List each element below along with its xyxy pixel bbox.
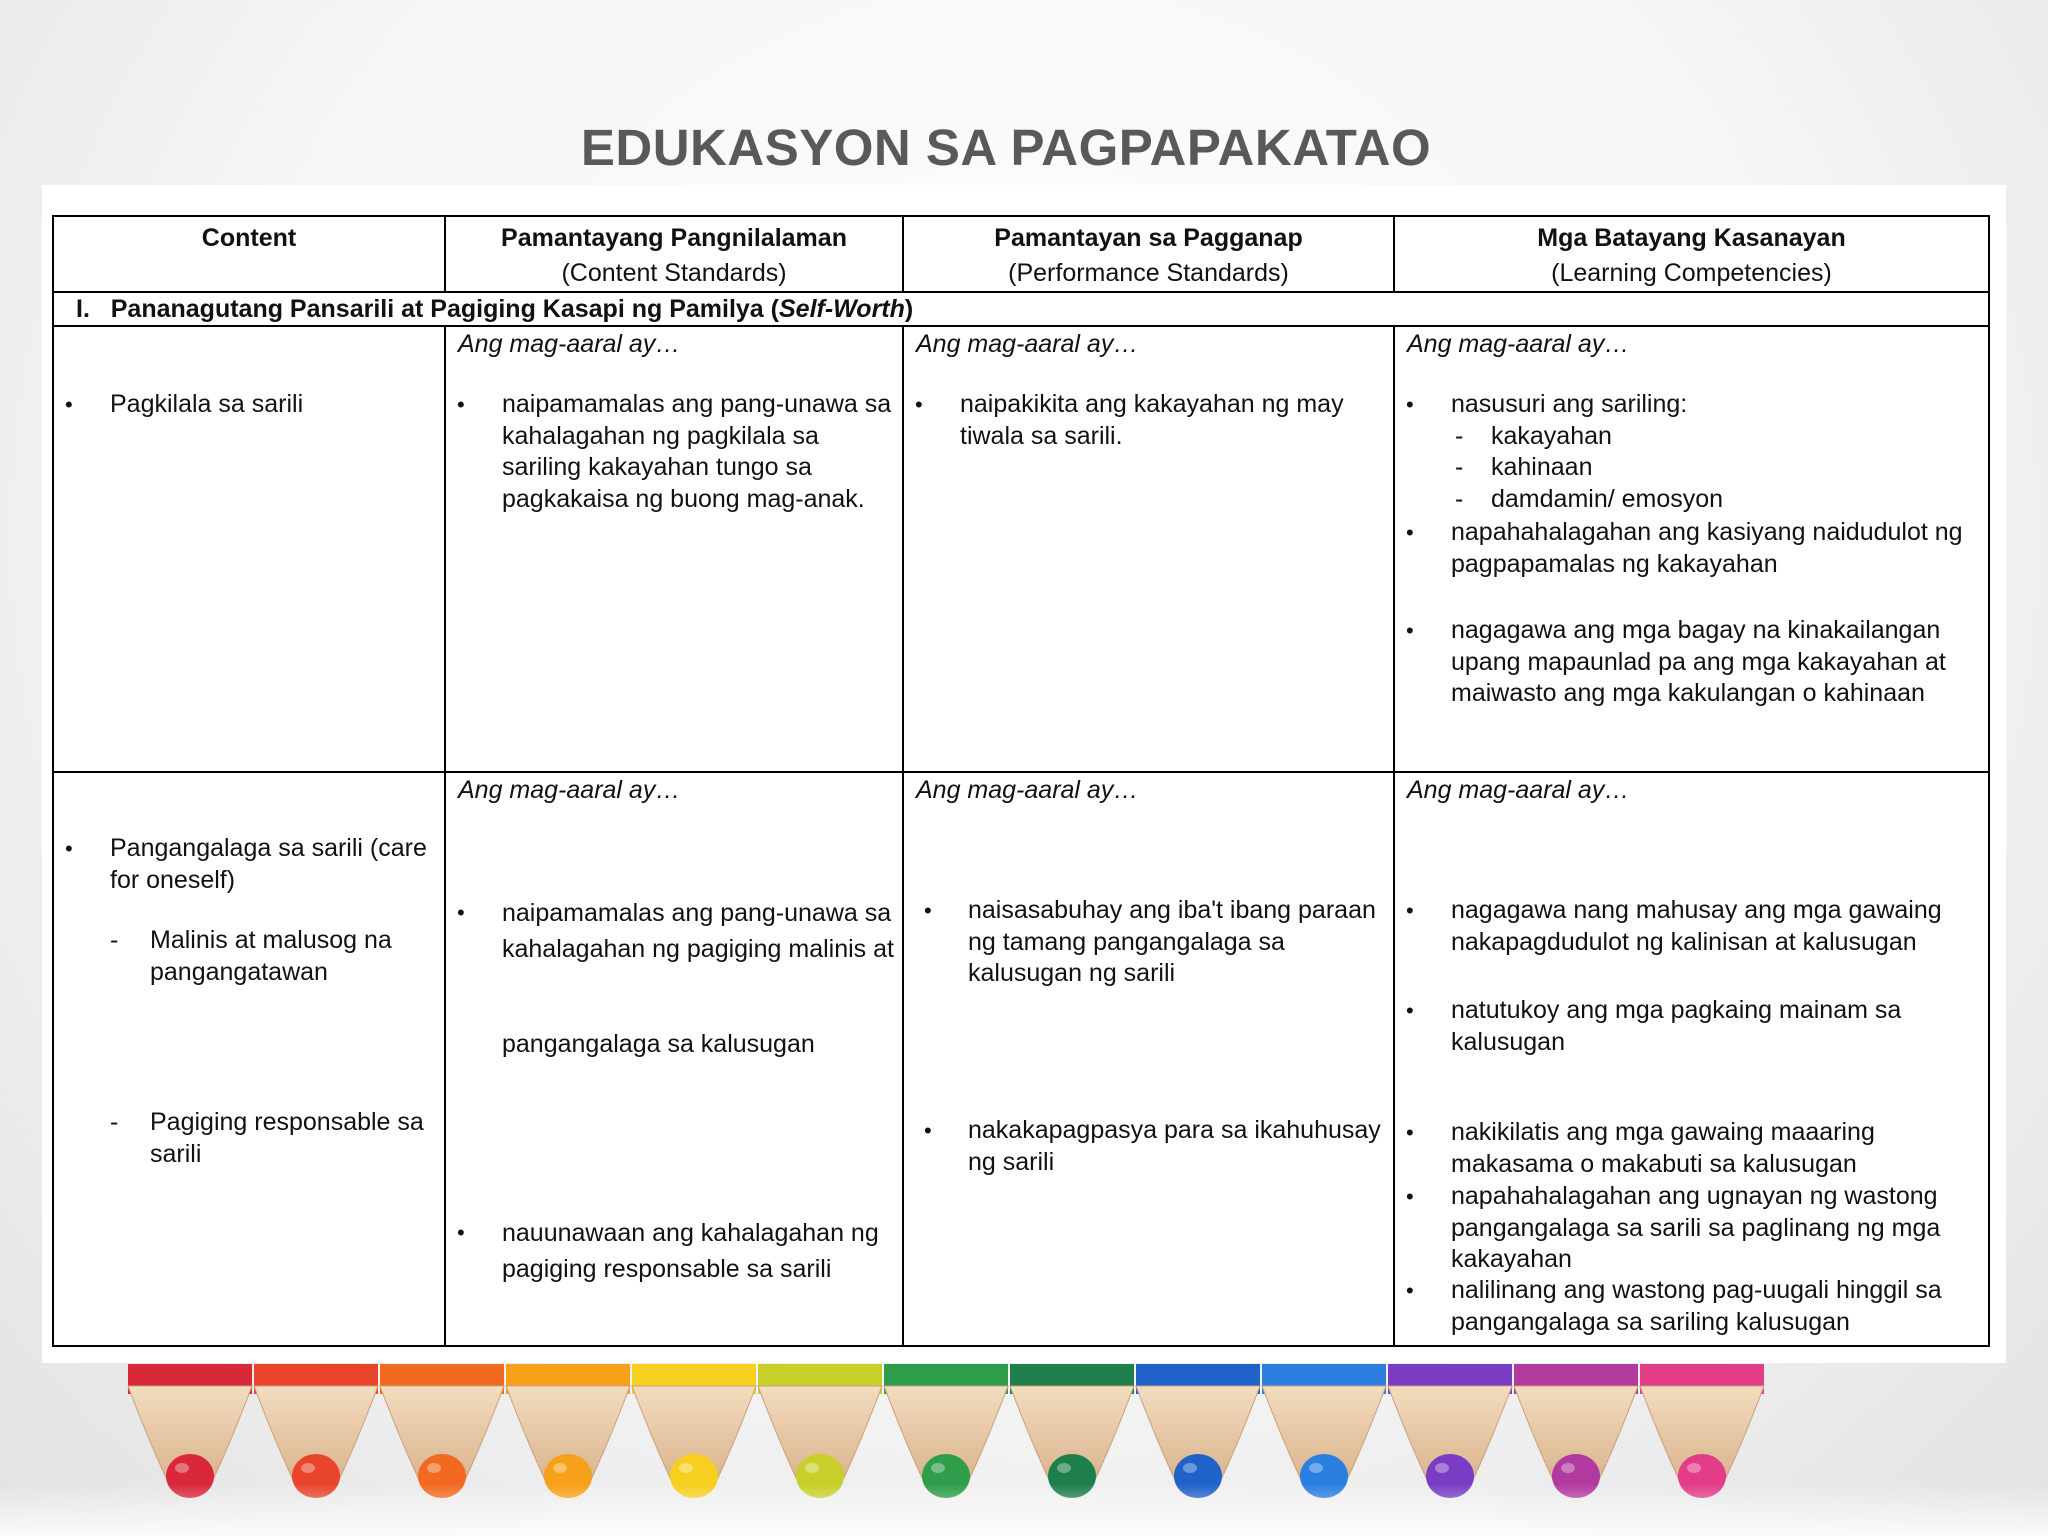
curriculum-table: [52, 215, 1990, 1347]
pencil: [884, 1364, 1008, 1498]
performance-standard-cell: [903, 326, 1394, 772]
competency-cell: [1394, 772, 1989, 1346]
pencil-tip-highlight: [1561, 1463, 1575, 1473]
list-item: • nasusuri ang sariling: - kakayahan - kahinaan - damdamin/ emosyon: [1395, 389, 1982, 515]
header-content-standards: Pamantayang Pangnilalaman (Content Standards): [445, 216, 903, 292]
list-item: • natutukoy ang mga pagkaing mainam sa kalusugan: [1406, 996, 1902, 1056]
section-title: I. Pananagutang Pansarili at Pagiging Kasapi ng Pamilya (Self-Worth): [53, 292, 1989, 326]
intro-text: Ang mag-aaral ay…: [458, 776, 681, 804]
list-item: • napahahalagahan ang kasiyang naidudulot ng pagpapamalas ng kakayahan: [1406, 518, 1963, 578]
curriculum-document: [42, 185, 2006, 1363]
intro-text: Ang mag-aaral ay…: [1407, 330, 1630, 358]
pencil-tip-highlight: [175, 1463, 189, 1473]
content-standard-cell: [445, 772, 903, 1346]
content-cell: [53, 772, 445, 1346]
slide-title: EDUKASYON SA PAGPAPAKATAO: [580, 119, 1432, 176]
header-performance-standards: Pamantayan sa Pagganap (Performance Standards): [903, 216, 1394, 292]
list-item-continued: pangangalaga sa kalusugan: [502, 1030, 815, 1058]
pencil-tip-highlight: [427, 1463, 441, 1473]
header-content: Content: [53, 216, 445, 292]
list-item: • Pagkilala sa sarili: [65, 390, 304, 418]
pencil: [1262, 1364, 1386, 1498]
list-item: • nakakapagpasya para sa ikahuhusay ng sarili: [924, 1116, 1381, 1176]
pencil-tip-highlight: [805, 1463, 819, 1473]
list-item: • nalilinang ang wastong pag-uugali hinggil sa pangangalaga sa sariling kalusugan: [1406, 1276, 1942, 1336]
intro-text: Ang mag-aaral ay…: [916, 776, 1139, 804]
pencil: [1640, 1364, 1764, 1498]
pencil: [1136, 1364, 1260, 1498]
pencil-tip-highlight: [1183, 1463, 1197, 1473]
table-header-row: [53, 216, 1989, 292]
pencil: [1388, 1364, 1512, 1498]
intro-text: Ang mag-aaral ay…: [916, 330, 1139, 358]
header-learning-competencies: Mga Batayang Kasanayan (Learning Competencies): [1394, 216, 1989, 292]
pencil: [632, 1364, 756, 1498]
list-item: • nagagawa ang mga bagay na kinakailangan upang mapaunlad pa ang mga kakayahan at maiwasto ang mga kakulangan o kahinaan: [1406, 616, 1946, 707]
list-item: • naipamamalas ang pang-unawa sa kahalagahan ng pagkilala sa sariling kakayahan tungo sa pagkakaisa ng buong mag-anak.: [457, 390, 892, 513]
list-item: • napahahalagahan ang ugnayan ng wastong pangangalaga sa sarili sa paglinang ng mga kakayahan: [1406, 1182, 1941, 1273]
list-item: • naipakikita ang kakayahan ng may tiwala sa sarili.: [915, 390, 1344, 450]
table-row: [53, 326, 1989, 772]
list-item: • nakikilatis ang mga gawaing maaaring makasama o makabuti sa kalusugan: [1406, 1118, 1875, 1178]
pencil-tip-highlight: [553, 1463, 567, 1473]
list-item: • Pangangalaga sa sarili (care for oneself): [65, 834, 427, 894]
intro-text: Ang mag-aaral ay…: [458, 330, 681, 358]
competency-cell: [1394, 326, 1989, 772]
pencil-tip-highlight: [679, 1463, 693, 1473]
section-row: [53, 292, 1989, 326]
table-row: [53, 772, 1989, 1346]
content-standard-cell: [445, 326, 903, 772]
pencil-tip-highlight: [1057, 1463, 1071, 1473]
content-cell: [53, 326, 445, 772]
pencil-tip-highlight: [1435, 1463, 1449, 1473]
pencil-tip-highlight: [1687, 1463, 1701, 1473]
list-item: • nauunawaan ang kahalagahan ng pagiging responsable sa sarili: [457, 1219, 879, 1283]
pencil: [380, 1364, 504, 1498]
sub-item: - kakayahan: [1455, 421, 1612, 450]
pencil: [1010, 1364, 1134, 1498]
intro-text: Ang mag-aaral ay…: [1407, 776, 1630, 804]
pencil: [758, 1364, 882, 1498]
list-item: • naisasabuhay ang iba't ibang paraan ng tamang pangangalaga sa kalusugan ng sarili: [924, 896, 1376, 987]
pencil-tip-highlight: [1309, 1463, 1323, 1473]
sub-item: - Pagiging responsable sa sarili: [110, 1108, 424, 1168]
sub-item: - damdamin/ emosyon: [1455, 484, 1724, 513]
pencil: [128, 1364, 252, 1498]
pencil-tip-highlight: [931, 1463, 945, 1473]
pencil: [1514, 1364, 1638, 1498]
list-item: • naipamamalas ang pang-unawa sa kahalagahan ng pagiging malinis at: [457, 899, 894, 963]
sub-item: - kahinaan: [1455, 453, 1593, 481]
colored-pencils-image: [0, 1364, 2048, 1536]
pencil: [254, 1364, 378, 1498]
performance-standard-cell: [903, 772, 1394, 1346]
pencil-tip-highlight: [301, 1463, 315, 1473]
list-item: • nagagawa nang mahusay ang mga gawaing nakapagdudulot ng kalinisan at kalusugan: [1406, 896, 1942, 956]
pencil: [506, 1364, 630, 1498]
sub-item: - Malinis at malusog na pangangatawan: [110, 926, 392, 986]
